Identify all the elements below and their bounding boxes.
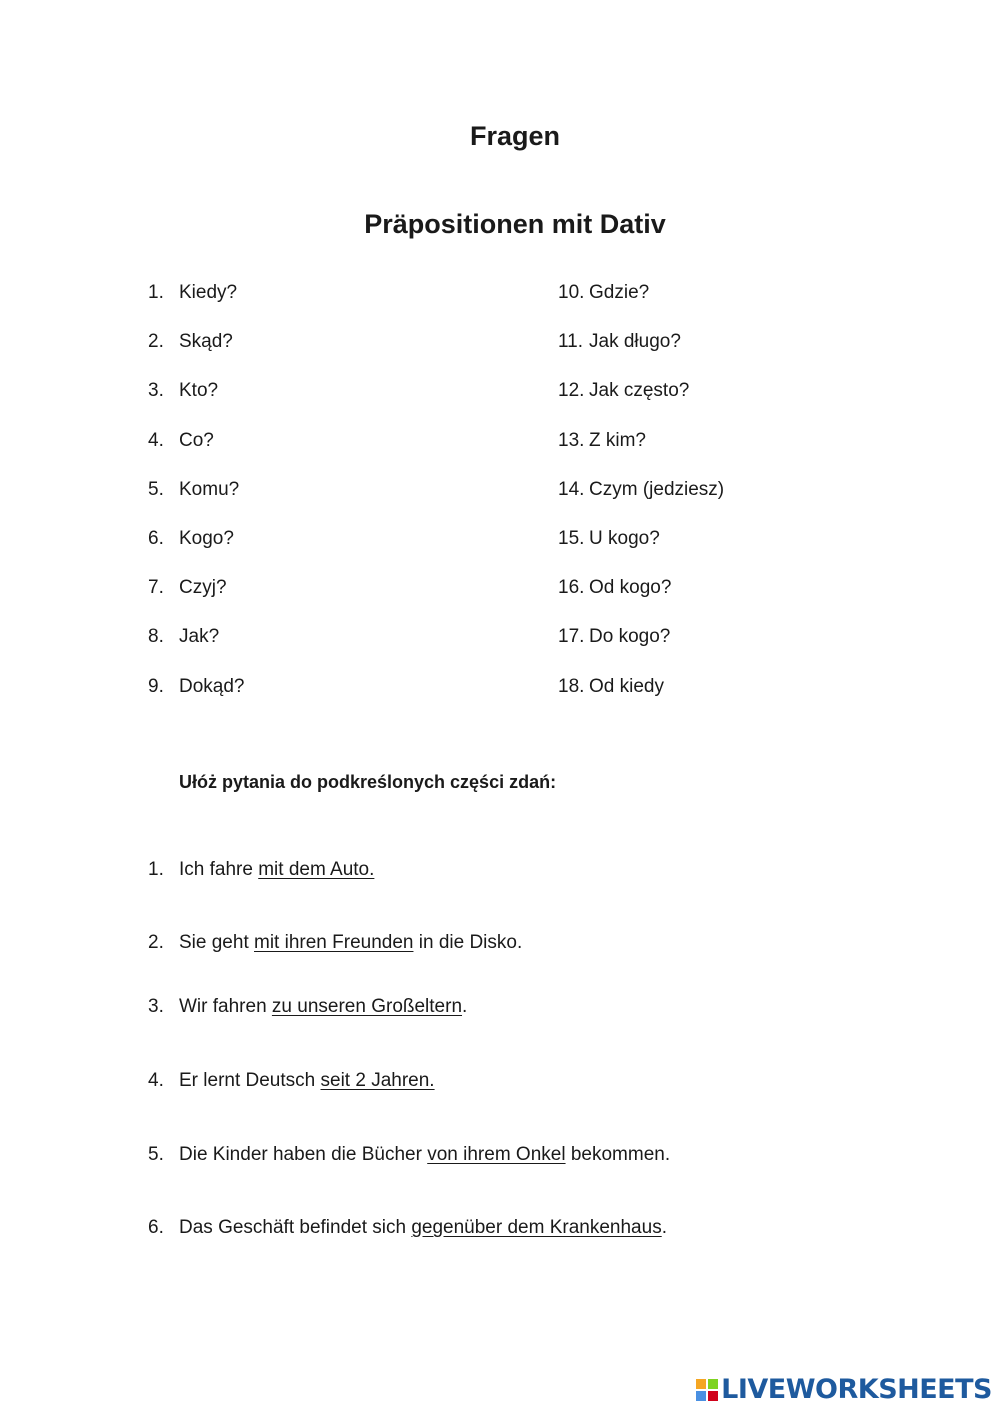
question-number: 9. (148, 675, 164, 697)
question-number: 6. (148, 527, 164, 549)
question-text: Jak? (179, 626, 220, 648)
sentence-text-before: Das Geschäft befindet sich (179, 1217, 412, 1238)
question-text: Co? (179, 429, 214, 451)
question-item (148, 624, 245, 673)
question-number: 2. (148, 331, 164, 353)
sentence-text-after: . (661, 1217, 667, 1238)
question-number: 18. (558, 675, 585, 697)
sentence-number: 6. (148, 1217, 164, 1238)
question-item (148, 378, 245, 427)
question-text: Komu? (179, 478, 240, 500)
exercise-instruction: Ułóż pytania do podkreślonych części zdań: (179, 772, 557, 792)
question-text: Jak długo? (589, 331, 681, 353)
liveworksheets-logo-icon (696, 1379, 718, 1401)
question-text: Czyj? (179, 577, 227, 599)
sentence-underlined-part: mit ihren Freunden (254, 932, 414, 953)
question-text: Z kim? (589, 429, 646, 451)
sentence-text-before: Die Kinder haben die Bücher (179, 1144, 428, 1165)
question-item (148, 674, 245, 723)
question-number: 11. (558, 331, 584, 353)
sentence-item (148, 857, 374, 883)
question-item (148, 477, 245, 526)
question-text: Gdzie? (589, 282, 650, 303)
question-text: Kiedy? (179, 282, 238, 303)
question-number: 7. (148, 577, 164, 599)
question-text: Do kogo? (589, 626, 671, 648)
sentence-text-before: Er lernt Deutsch (179, 1070, 321, 1091)
question-item (558, 526, 724, 575)
question-item (558, 428, 724, 477)
sentence-underlined-part: mit dem Auto. (258, 859, 375, 880)
question-number: 10. (558, 282, 585, 303)
logo-wordmark: LIVEWORKSHEETS (721, 1374, 992, 1405)
question-number: 4. (148, 429, 164, 451)
sentence-item (148, 994, 467, 1020)
sentence-text-before: Ich fahre (179, 859, 259, 880)
question-number: 1. (148, 282, 164, 303)
question-text: Kogo? (179, 527, 234, 549)
sentence-number: 4. (148, 1070, 164, 1091)
question-item (558, 477, 724, 526)
sentence-item (148, 1215, 667, 1241)
question-item (558, 575, 724, 624)
question-item (148, 329, 245, 378)
sentence-number: 5. (148, 1144, 164, 1165)
sentence-text-before: Sie geht (179, 932, 254, 953)
question-text: Od kogo? (589, 577, 672, 599)
question-item (558, 280, 724, 329)
sentence-item (148, 930, 522, 956)
question-number: 16. (558, 577, 585, 599)
sentence-number: 1. (148, 859, 164, 880)
question-item (558, 378, 724, 427)
sentence-text-after: in die Disko. (413, 932, 523, 953)
question-number: 8. (148, 626, 164, 648)
question-item (148, 428, 245, 477)
page-title: Fragen (469, 121, 561, 151)
sentence-underlined-part: gegenüber dem Krankenhaus (411, 1217, 662, 1238)
question-item (148, 280, 245, 329)
question-text: Jak często? (589, 380, 690, 402)
sentence-item (148, 1142, 670, 1168)
question-list-right (558, 280, 724, 723)
question-number: 3. (148, 380, 164, 402)
page-subtitle: Präpositionen mit Dativ (364, 209, 666, 239)
question-number: 5. (148, 478, 164, 500)
question-text: Dokąd? (179, 675, 245, 697)
liveworksheets-logo (696, 1374, 992, 1405)
sentence-text-before: Wir fahren (179, 996, 272, 1017)
sentence-underlined-part: seit 2 Jahren. (320, 1070, 435, 1091)
question-text: Od kiedy (589, 675, 664, 697)
question-list-left (148, 280, 245, 723)
sentence-text-after: bekommen. (565, 1144, 671, 1165)
question-number: 13. (558, 429, 585, 451)
sentence-text-after: . (462, 996, 468, 1017)
sentence-number: 2. (148, 932, 164, 953)
question-item (148, 526, 245, 575)
question-number: 14. (558, 478, 585, 500)
question-item (148, 575, 245, 624)
question-item (558, 329, 724, 378)
sentence-underlined-part: von ihrem Onkel (427, 1144, 566, 1165)
question-item (558, 674, 724, 723)
sentence-underlined-part: zu unseren Großeltern (271, 996, 463, 1017)
question-number: 15. (558, 527, 585, 549)
question-item (558, 624, 724, 673)
question-text: U kogo? (589, 527, 660, 549)
question-number: 12. (558, 380, 585, 402)
question-text: Czym (jedziesz) (589, 478, 725, 500)
sentence-item (148, 1068, 435, 1094)
sentence-number: 3. (148, 996, 164, 1017)
question-number: 17. (558, 626, 585, 648)
question-text: Kto? (179, 380, 219, 402)
question-text: Skąd? (179, 331, 233, 353)
